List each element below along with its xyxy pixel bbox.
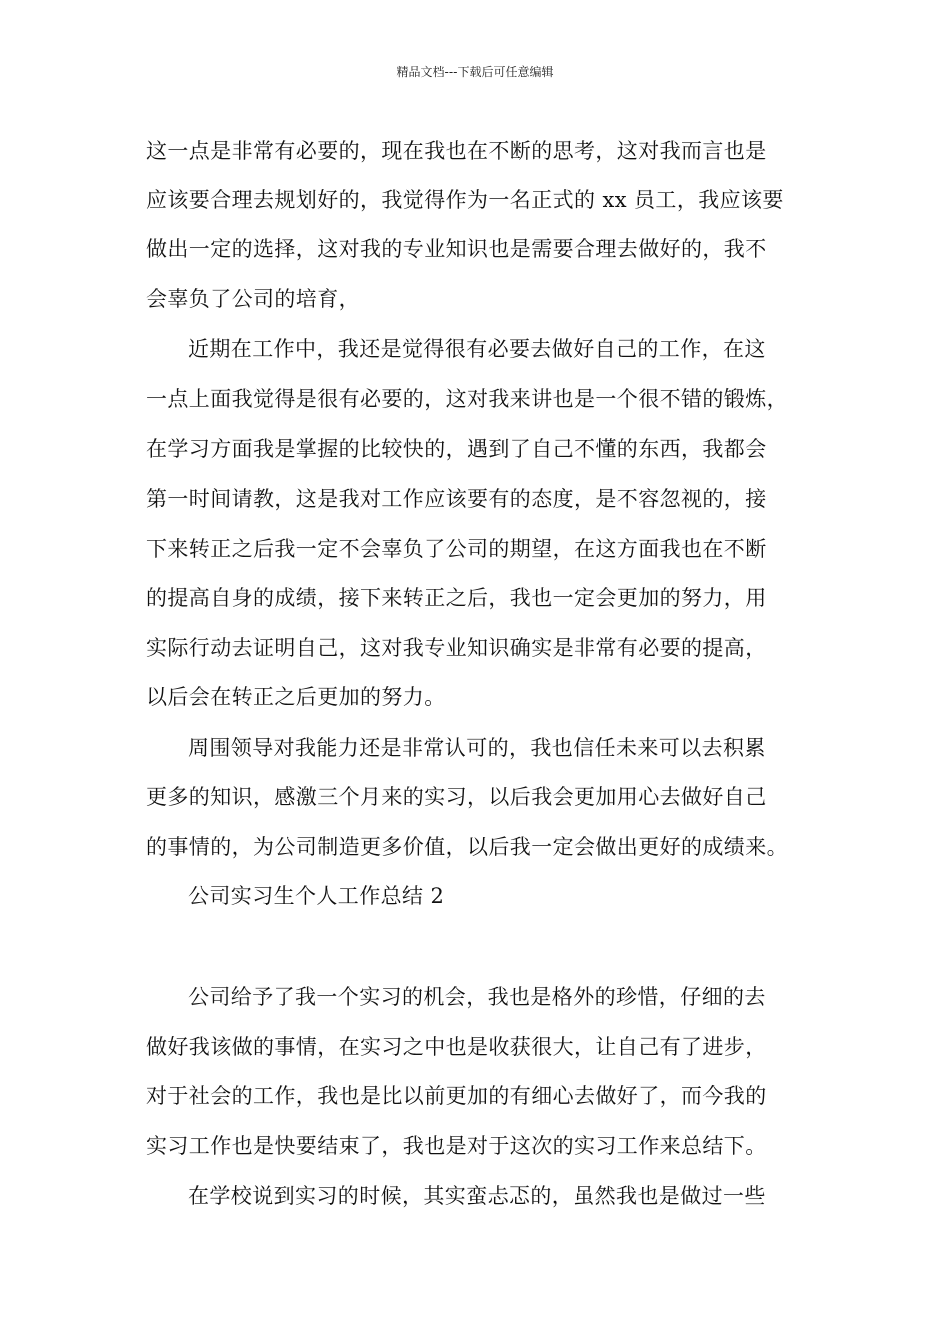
body-line: 以后会在转正之后更加的努力。 <box>146 685 446 709</box>
body-line: 的提高自身的成绩，接下来转正之后，我也一定会更加的努力，用 <box>146 586 767 610</box>
body-line: 周围领导对我能力还是非常认可的，我也信任未来可以去积累 <box>188 736 766 760</box>
body-line: 的事情的，为公司制造更多价值，以后我一定会做出更好的成绩来。 <box>146 835 788 859</box>
page-header: 精品文档---下载后可任意编辑 <box>396 65 554 79</box>
body-line: 更多的知识，感激三个月来的实习，以后我会更加用心去做好自己 <box>146 785 767 809</box>
body-line: 一点上面我觉得是很有必要的，这对我来讲也是一个很不错的锻炼， <box>146 387 788 411</box>
body-line: 会辜负了公司的培育， <box>146 287 360 311</box>
body-line: 做好我该做的事情，在实习之中也是收获很大，让自己有了进步， <box>146 1035 767 1059</box>
body-line: 实际行动去证明自己，这对我专业知识确实是非常有必要的提高， <box>146 636 767 660</box>
body-line: 做出一定的选择，这对我的专业知识也是需要合理去做好的，我不 <box>146 237 767 261</box>
body-line: 公司给予了我一个实习的机会，我也是格外的珍惜，仔细的去 <box>188 985 766 1009</box>
body-line: 应该要合理去规划好的，我觉得作为一名正式的 xx 员工，我应该要 <box>146 188 784 212</box>
section-title: 公司实习生个人工作总结 2 <box>188 884 445 908</box>
body-line: 在学校说到实习的时候，其实蛮忐忑的，虽然我也是做过一些 <box>188 1184 766 1208</box>
body-line: 这一点是非常有必要的，现在我也在不断的思考，这对我而言也是 <box>146 139 767 163</box>
body-line: 对于社会的工作，我也是比以前更加的有细心去做好了，而今我的 <box>146 1084 767 1108</box>
body-line: 下来转正之后我一定不会辜负了公司的期望，在这方面我也在不断 <box>146 537 767 561</box>
body-line: 第一时间请教，这是我对工作应该要有的态度，是不容忽视的，接 <box>146 487 767 511</box>
body-line: 近期在工作中，我还是觉得很有必要去做好自己的工作，在这 <box>188 337 766 361</box>
body-line: 实习工作也是快要结束了，我也是对于这次的实习工作来总结下。 <box>146 1134 767 1158</box>
body-line: 在学习方面我是掌握的比较快的，遇到了自己不懂的东西，我都会 <box>146 437 767 461</box>
